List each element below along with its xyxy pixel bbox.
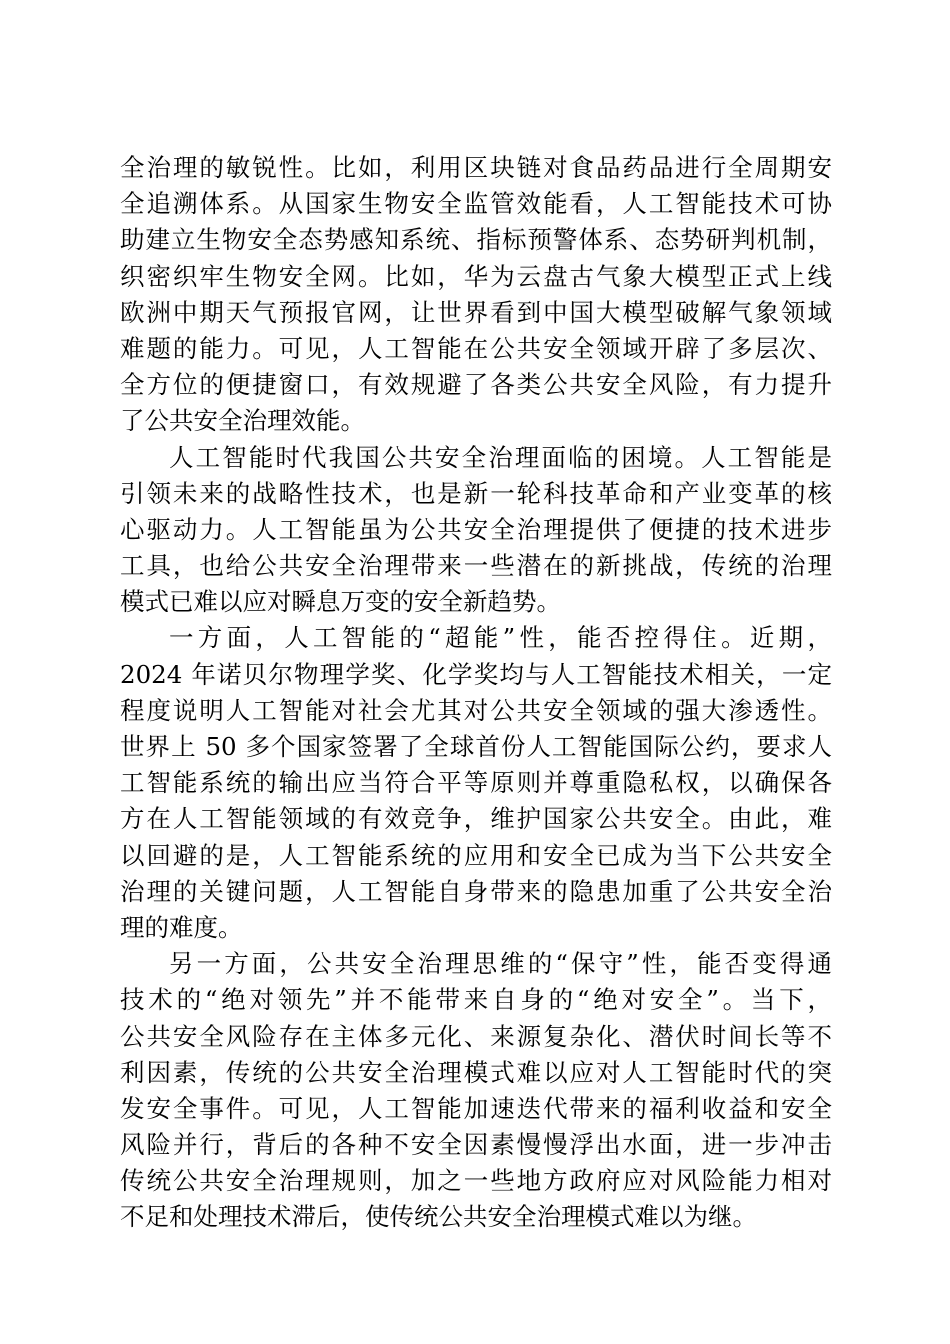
text-line: 发安全事件。可见，人工智能加速迭代带来的福利收益和安全	[120, 1093, 832, 1123]
text-line: 了公共安全治理效能。	[120, 406, 365, 436]
text-line: 心驱动力。人工智能虽为公共安全治理提供了便捷的技术进步	[120, 514, 832, 544]
text-line: 工智能系统的输出应当符合平等原则并尊重隐私权，以确保各	[120, 768, 832, 798]
paragraph-first-line: 另一方面，公共安全治理思维的“保守”性，能否变得通	[169, 949, 832, 979]
text-line: 欧洲中期天气预报官网，让世界看到中国大模型破解气象领域	[120, 297, 832, 327]
text-line: 公共安全风险存在主体多元化、来源复杂化、潜伏时间长等不	[120, 1021, 832, 1051]
text-line: 全追溯体系。从国家生物安全监管效能看，人工智能技术可协	[120, 189, 832, 219]
text-line: 助建立生物安全态势感知系统、指标预警体系、态势研判机制，	[120, 225, 832, 255]
paragraph-first-line: 一方面，人工智能的“超能”性，能否控得住。近期，	[169, 623, 832, 653]
text-line: 全方位的便捷窗口，有效规避了各类公共安全风险，有力提升	[120, 370, 832, 400]
body-text	[120, 150, 832, 1236]
text-line: 2024 年诺贝尔物理学奖、化学奖均与人工智能技术相关，一定	[120, 659, 832, 689]
text-line: 以回避的是，人工智能系统的应用和安全已成为当下公共安全	[120, 840, 832, 870]
text-line: 不足和处理技术滞后，使传统公共安全治理模式难以为继。	[120, 1202, 757, 1232]
text-line: 引领未来的战略性技术，也是新一轮科技革命和产业变革的核	[120, 478, 832, 508]
text-line: 世界上 50 多个国家签署了全球首份人工智能国际公约，要求人	[120, 732, 832, 761]
paragraph-first-line: 人工智能时代我国公共安全治理面临的困境。人工智能是	[169, 442, 832, 472]
text-line: 织密织牢生物安全网。比如，华为云盘古气象大模型正式上线	[120, 261, 832, 291]
text-line: 风险并行，背后的各种不安全因素慢慢浮出水面，进一步冲击	[120, 1130, 832, 1160]
text-line: 模式已难以应对瞬息万变的安全新趋势。	[120, 587, 561, 617]
text-line: 方在人工智能领域的有效竞争，维护国家公共安全。由此，难	[120, 804, 832, 834]
text-line: 工具，也给公共安全治理带来一些潜在的新挑战，传统的治理	[120, 551, 832, 581]
text-line: 治理的关键问题，人工智能自身带来的隐患加重了公共安全治	[120, 876, 832, 906]
text-line: 利因素，传统的公共安全治理模式难以应对人工智能时代的突	[120, 1057, 832, 1087]
text-line: 全治理的敏锐性。比如，利用区块链对食品药品进行全周期安	[120, 153, 832, 182]
text-line: 技术的“绝对领先”并不能带来自身的“绝对安全”。当下，	[120, 985, 832, 1015]
text-line: 难题的能力。可见，人工智能在公共安全领域开辟了多层次、	[120, 333, 832, 363]
text-line: 传统公共安全治理规则，加之一些地方政府应对风险能力相对	[120, 1166, 832, 1196]
text-line: 程度说明人工智能对社会尤其对公共安全领域的强大渗透性。	[120, 695, 832, 725]
text-line: 理的难度。	[120, 912, 243, 942]
